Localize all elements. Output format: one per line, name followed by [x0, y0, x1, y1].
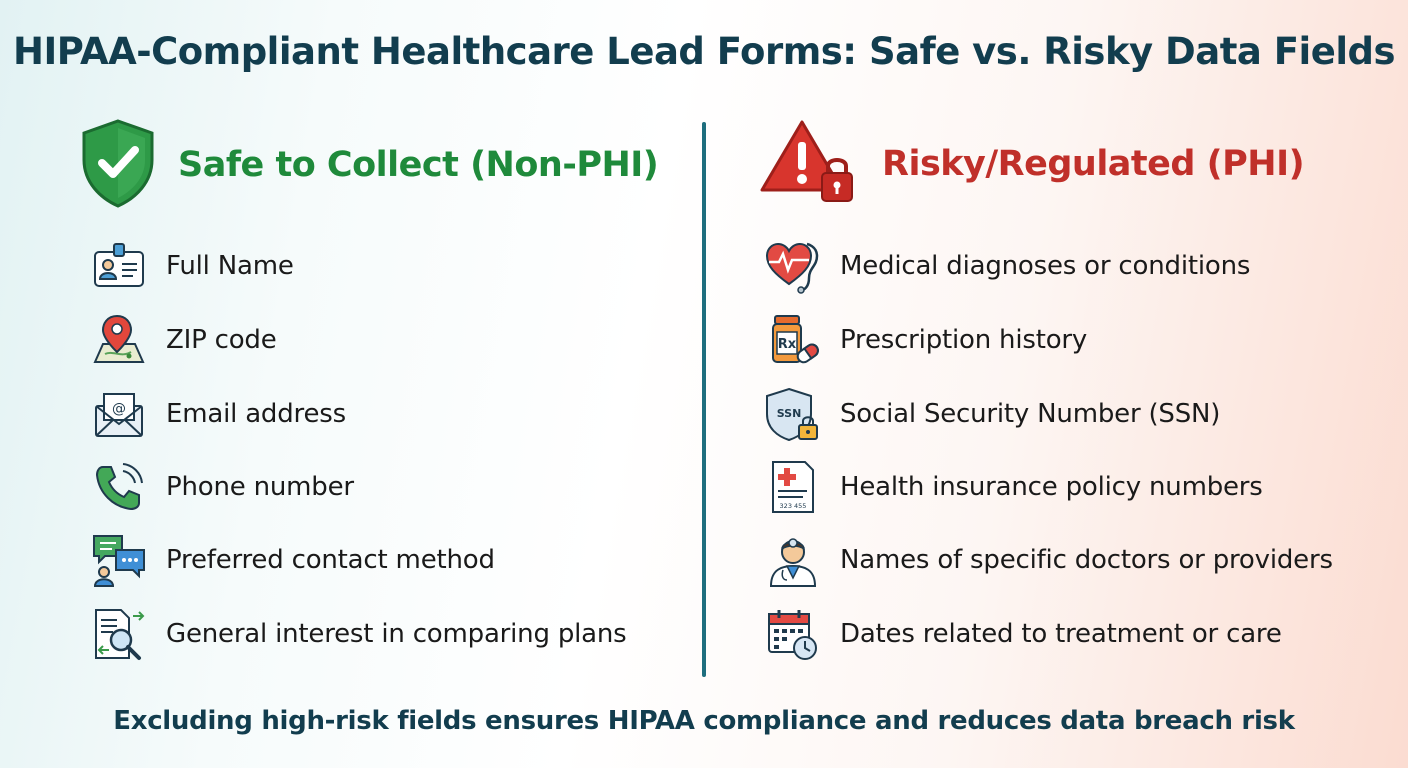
- shield-check-icon: [80, 118, 156, 212]
- list-item: [90, 312, 277, 368]
- list-item: [764, 532, 1333, 588]
- policy-number-icon-text: 323 455: [779, 502, 807, 510]
- phone-icon: [90, 459, 148, 515]
- chat-bubbles-icon: [90, 532, 148, 588]
- ssn-shield-icon: [764, 386, 822, 442]
- item-label: Social Security Number (SSN): [840, 399, 1221, 429]
- item-label: Prescription history: [840, 325, 1088, 355]
- safe-heading-text: Safe to Collect (Non-PHI): [178, 145, 659, 185]
- risky-column-heading: [760, 118, 1304, 210]
- list-item: [90, 606, 627, 662]
- item-label: Medical diagnoses or conditions: [840, 251, 1251, 281]
- list-item: [764, 386, 1220, 442]
- column-divider: [702, 122, 706, 677]
- item-label: Dates related to treatment or care: [840, 619, 1282, 649]
- list-item: [764, 312, 1087, 368]
- list-item: [90, 459, 354, 515]
- list-item: [764, 606, 1282, 662]
- document-search-icon: [90, 606, 148, 662]
- doctor-icon: [764, 532, 822, 588]
- risky-heading-text: Risky/Regulated (PHI): [882, 144, 1305, 184]
- map-pin-icon: [90, 312, 148, 368]
- ssn-icon-text: SSN: [776, 407, 802, 420]
- list-item: [90, 532, 495, 588]
- id-badge-icon: [90, 238, 148, 294]
- item-label: Email address: [166, 399, 346, 429]
- svg-text:@: @: [112, 401, 126, 417]
- heart-stethoscope-icon: [764, 238, 822, 294]
- item-label: Phone number: [166, 472, 354, 502]
- safe-column-heading: [80, 118, 658, 212]
- pill-bottle-icon: [764, 312, 822, 368]
- page-title: HIPAA-Compliant Healthcare Lead Forms: Safe vs. Risky Data Fields: [12, 30, 1396, 73]
- item-label: Full Name: [166, 251, 294, 281]
- calendar-clock-icon: [764, 606, 822, 662]
- warning-lock-icon: [760, 118, 860, 210]
- insurance-card-icon: [764, 459, 822, 515]
- list-item: [90, 238, 294, 294]
- item-label: ZIP code: [166, 325, 277, 355]
- item-label: Preferred contact method: [166, 545, 495, 575]
- item-label: Health insurance policy numbers: [840, 472, 1263, 502]
- list-item: [90, 386, 346, 442]
- footer-note: Excluding high-risk fields ensures HIPAA compliance and reduces data breach risk: [113, 706, 1295, 736]
- item-label: Names of specific doctors or providers: [840, 545, 1333, 575]
- list-item: [764, 238, 1250, 294]
- svg-text:Rx: Rx: [777, 337, 797, 352]
- list-item: [764, 459, 1263, 515]
- item-label: General interest in comparing plans: [166, 619, 627, 649]
- email-envelope-icon: [90, 386, 148, 442]
